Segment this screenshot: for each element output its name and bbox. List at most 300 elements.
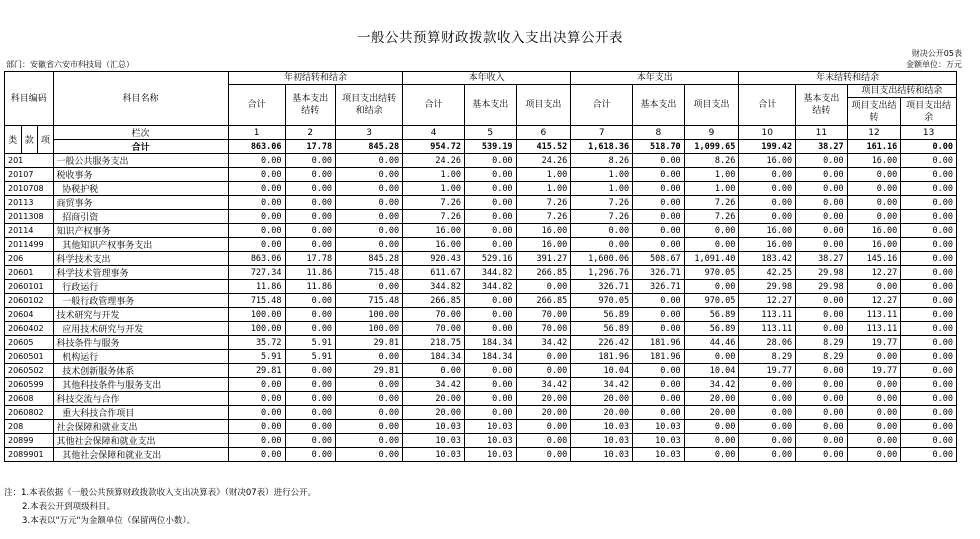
header-project-carry-balance-1: 项目支出结转和结余 — [336, 85, 403, 126]
header-project-carry: 项目支出结转 — [847, 98, 901, 126]
total-cell: 954.72 — [403, 140, 465, 154]
amount-cell: 7.26 — [516, 196, 571, 210]
table-row — [5, 238, 957, 252]
amount-cell: 0.00 — [336, 238, 403, 252]
subject-code: 2060402 — [5, 322, 54, 336]
amount-cell: 218.75 — [403, 336, 465, 350]
table-body — [5, 154, 957, 462]
amount-cell: 0.00 — [796, 154, 848, 168]
subject-name: 机构运行 — [53, 350, 228, 364]
subject-code: 20899 — [5, 434, 54, 448]
amount-cell: 113.11 — [739, 308, 796, 322]
amount-cell: 184.34 — [465, 350, 517, 364]
amount-cell: 0.00 — [684, 238, 739, 252]
amount-cell: 0.00 — [228, 238, 285, 252]
amount-cell: 0.00 — [285, 196, 336, 210]
header-code: 科目编码 — [5, 72, 54, 126]
amount-cell: 29.81 — [336, 364, 403, 378]
amount-cell: 0.00 — [285, 322, 336, 336]
table-row — [5, 182, 957, 196]
table-row — [5, 308, 957, 322]
header-project-carry-balance-4: 项目支出结转和结余 — [847, 85, 956, 98]
amount-cell: 7.26 — [516, 210, 571, 224]
amount-cell: 0.00 — [684, 350, 739, 364]
department-label: 部门：安徽省六安市科技局（汇总） — [6, 60, 134, 69]
amount-cell: 0.00 — [285, 238, 336, 252]
amount-cell: 16.00 — [739, 154, 796, 168]
amount-cell: 970.05 — [571, 294, 633, 308]
amount-cell: 0.00 — [336, 168, 403, 182]
table-row — [5, 224, 957, 238]
amount-cell: 8.26 — [684, 154, 739, 168]
amount-cell: 0.00 — [633, 196, 685, 210]
subject-name: 应用技术研究与开发 — [53, 322, 228, 336]
amount-cell: 508.67 — [633, 252, 685, 266]
amount-cell: 266.85 — [516, 294, 571, 308]
amount-cell: 0.00 — [901, 182, 957, 196]
amount-cell: 0.00 — [336, 224, 403, 238]
amount-cell: 5.91 — [285, 350, 336, 364]
amount-cell: 0.00 — [336, 210, 403, 224]
amount-cell: 0.00 — [684, 224, 739, 238]
amount-cell: 0.00 — [684, 280, 739, 294]
amount-cell: 20.00 — [684, 406, 739, 420]
total-cell: 845.28 — [336, 140, 403, 154]
subject-name: 其他社会保障和就业支出 — [53, 434, 228, 448]
total-cell: 1,618.36 — [571, 140, 633, 154]
amount-cell: 0.00 — [796, 308, 848, 322]
amount-cell: 0.00 — [901, 252, 957, 266]
header-project-2: 项目支出 — [516, 85, 571, 126]
amount-cell: 10.03 — [465, 448, 517, 462]
amount-cell: 7.26 — [403, 210, 465, 224]
amount-cell: 0.00 — [228, 182, 285, 196]
amount-cell: 344.82 — [465, 280, 517, 294]
amount-cell: 16.00 — [847, 238, 901, 252]
amount-cell: 12.27 — [739, 294, 796, 308]
subject-code: 201 — [5, 154, 54, 168]
amount-cell: 70.00 — [403, 308, 465, 322]
amount-cell: 29.81 — [336, 336, 403, 350]
amount-cell: 0.00 — [901, 322, 957, 336]
subject-code: 20608 — [5, 392, 54, 406]
amount-cell: 0.00 — [901, 266, 957, 280]
amount-cell: 0.00 — [228, 168, 285, 182]
amount-cell: 0.00 — [684, 434, 739, 448]
subject-code: 20601 — [5, 266, 54, 280]
amount-cell: 20.00 — [403, 392, 465, 406]
amount-cell: 100.00 — [228, 308, 285, 322]
amount-cell: 0.00 — [901, 420, 957, 434]
amount-cell: 0.00 — [847, 196, 901, 210]
amount-cell: 0.00 — [847, 434, 901, 448]
amount-cell: 0.00 — [901, 448, 957, 462]
amount-cell: 100.00 — [228, 322, 285, 336]
table-row — [5, 266, 957, 280]
table-row — [5, 448, 957, 462]
amount-cell: 12.27 — [847, 266, 901, 280]
amount-cell: 0.00 — [901, 196, 957, 210]
amount-cell: 100.00 — [336, 308, 403, 322]
amount-cell: 16.00 — [739, 238, 796, 252]
amount-cell: 970.05 — [684, 266, 739, 280]
amount-cell: 0.00 — [465, 210, 517, 224]
amount-cell: 16.00 — [516, 224, 571, 238]
footnotes — [4, 486, 316, 528]
amount-cell: 0.00 — [633, 182, 685, 196]
header-project-balance: 项目支出结余 — [901, 98, 957, 126]
amount-cell: 20.00 — [684, 392, 739, 406]
subject-name: 知识产权事务 — [53, 224, 228, 238]
amount-cell: 0.00 — [516, 280, 571, 294]
amount-cell: 0.00 — [901, 210, 957, 224]
header-group-closing: 年末结转和结余 — [739, 72, 957, 85]
page-title: 一般公共预算财政拨款收入支出决算公开表 — [357, 30, 623, 46]
amount-cell: 727.34 — [228, 266, 285, 280]
amount-cell: 7.26 — [403, 196, 465, 210]
subject-name: 重大科技合作项目 — [53, 406, 228, 420]
amount-cell: 0.00 — [465, 378, 517, 392]
amount-cell: 16.00 — [847, 154, 901, 168]
amount-cell: 0.00 — [516, 420, 571, 434]
amount-cell: 0.00 — [285, 224, 336, 238]
amount-cell: 7.26 — [571, 196, 633, 210]
col-num: 3 — [336, 126, 403, 140]
unit-label: 金额单位：万元 — [906, 60, 962, 69]
amount-cell: 29.98 — [796, 266, 848, 280]
amount-cell: 0.00 — [901, 434, 957, 448]
col-num: 13 — [901, 126, 957, 140]
amount-cell: 0.00 — [336, 406, 403, 420]
amount-cell: 0.00 — [796, 168, 848, 182]
subject-code: 2060102 — [5, 294, 54, 308]
subject-code: 20605 — [5, 336, 54, 350]
subject-name: 其他知识产权事务支出 — [53, 238, 228, 252]
amount-cell: 0.00 — [336, 448, 403, 462]
subject-code: 208 — [5, 420, 54, 434]
col-num: 8 — [633, 126, 685, 140]
amount-cell: 0.00 — [465, 392, 517, 406]
header-basic-3: 基本支出 — [633, 85, 685, 126]
amount-cell: 11.86 — [228, 280, 285, 294]
subject-name: 社会保障和就业支出 — [53, 420, 228, 434]
amount-cell: 0.00 — [516, 350, 571, 364]
amount-cell: 0.00 — [285, 392, 336, 406]
subject-code: 206 — [5, 252, 54, 266]
amount-cell: 0.00 — [285, 294, 336, 308]
amount-cell: 42.25 — [739, 266, 796, 280]
header-lei: 类 — [5, 126, 22, 154]
subject-name: 技术创新服务体系 — [53, 364, 228, 378]
header-group-income: 本年收入 — [403, 72, 571, 85]
amount-cell: 0.00 — [336, 392, 403, 406]
total-cell: 415.52 — [516, 140, 571, 154]
amount-cell: 0.00 — [285, 364, 336, 378]
amount-cell: 10.03 — [403, 420, 465, 434]
amount-cell: 5.91 — [228, 350, 285, 364]
col-num: 6 — [516, 126, 571, 140]
header-xiang: 项 — [38, 126, 54, 154]
amount-cell: 0.00 — [796, 406, 848, 420]
amount-cell: 0.00 — [633, 406, 685, 420]
amount-cell: 0.00 — [465, 196, 517, 210]
total-cell: 199.42 — [739, 140, 796, 154]
amount-cell: 845.28 — [336, 252, 403, 266]
amount-cell: 19.77 — [847, 364, 901, 378]
amount-cell: 29.98 — [739, 280, 796, 294]
amount-cell: 17.78 — [285, 252, 336, 266]
amount-cell: 184.34 — [465, 336, 517, 350]
header-group-expense: 本年支出 — [571, 72, 739, 85]
amount-cell: 0.00 — [403, 364, 465, 378]
amount-cell: 0.00 — [739, 168, 796, 182]
amount-cell: 70.00 — [516, 308, 571, 322]
amount-cell: 0.00 — [633, 168, 685, 182]
amount-cell: 266.85 — [403, 294, 465, 308]
amount-cell: 10.04 — [684, 364, 739, 378]
amount-cell: 0.00 — [901, 280, 957, 294]
totals-row — [5, 140, 957, 154]
amount-cell: 0.00 — [465, 154, 517, 168]
amount-cell: 0.00 — [336, 350, 403, 364]
amount-cell: 0.00 — [571, 238, 633, 252]
header-total-1: 合计 — [228, 85, 285, 126]
amount-cell: 0.00 — [285, 448, 336, 462]
amount-cell: 0.00 — [901, 308, 957, 322]
header-name: 科目名称 — [53, 72, 228, 126]
col-num: 9 — [684, 126, 739, 140]
amount-cell: 20.00 — [571, 392, 633, 406]
amount-cell: 0.00 — [796, 392, 848, 406]
amount-cell: 0.00 — [847, 168, 901, 182]
subject-code: 20113 — [5, 196, 54, 210]
subject-name: 技术研究与开发 — [53, 308, 228, 322]
subject-code: 2060502 — [5, 364, 54, 378]
col-num: 11 — [796, 126, 848, 140]
col-num: 4 — [403, 126, 465, 140]
amount-cell: 181.96 — [633, 350, 685, 364]
col-num: 5 — [465, 126, 517, 140]
header-total-3: 合计 — [571, 85, 633, 126]
table-row — [5, 252, 957, 266]
table-row — [5, 280, 957, 294]
amount-cell: 0.00 — [465, 364, 517, 378]
subject-code: 20107 — [5, 168, 54, 182]
amount-cell: 1.00 — [571, 168, 633, 182]
subject-code: 20114 — [5, 224, 54, 238]
subject-name: 科技交流与合作 — [53, 392, 228, 406]
subject-code: 2089901 — [5, 448, 54, 462]
amount-cell: 28.06 — [739, 336, 796, 350]
amount-cell: 0.00 — [847, 406, 901, 420]
amount-cell: 0.00 — [336, 280, 403, 294]
amount-cell: 10.03 — [403, 434, 465, 448]
amount-cell: 0.00 — [285, 420, 336, 434]
total-cell: 518.70 — [633, 140, 685, 154]
amount-cell: 0.00 — [633, 224, 685, 238]
amount-cell: 326.71 — [633, 266, 685, 280]
amount-cell: 326.71 — [633, 280, 685, 294]
amount-cell: 0.00 — [739, 406, 796, 420]
amount-cell: 0.00 — [796, 210, 848, 224]
totals-label: 合计 — [53, 140, 228, 154]
amount-cell: 0.00 — [336, 182, 403, 196]
amount-cell: 0.00 — [465, 168, 517, 182]
subject-name: 其他科技条件与服务支出 — [53, 378, 228, 392]
amount-cell: 0.00 — [285, 154, 336, 168]
table-row — [5, 434, 957, 448]
amount-cell: 20.00 — [571, 406, 633, 420]
amount-cell: 0.00 — [228, 154, 285, 168]
header-basic-2: 基本支出 — [465, 85, 517, 126]
amount-cell: 7.26 — [684, 196, 739, 210]
table-row — [5, 392, 957, 406]
amount-cell: 0.00 — [847, 420, 901, 434]
header-basic-carry-1: 基本支出结转 — [285, 85, 336, 126]
amount-cell: 0.00 — [516, 448, 571, 462]
amount-cell: 20.00 — [403, 406, 465, 420]
col-num: 2 — [285, 126, 336, 140]
table-row — [5, 350, 957, 364]
amount-cell: 0.00 — [739, 448, 796, 462]
amount-cell: 34.42 — [516, 336, 571, 350]
amount-cell: 0.00 — [796, 294, 848, 308]
amount-cell: 0.00 — [847, 280, 901, 294]
amount-cell: 0.00 — [228, 378, 285, 392]
amount-cell: 0.00 — [228, 210, 285, 224]
amount-cell: 7.26 — [571, 210, 633, 224]
amount-cell: 10.04 — [571, 364, 633, 378]
amount-cell: 0.00 — [633, 392, 685, 406]
amount-cell: 16.00 — [403, 224, 465, 238]
amount-cell: 56.89 — [571, 322, 633, 336]
amount-cell: 0.00 — [285, 210, 336, 224]
amount-cell: 0.00 — [796, 378, 848, 392]
subject-name: 一般公共服务支出 — [53, 154, 228, 168]
amount-cell: 10.03 — [571, 448, 633, 462]
amount-cell: 344.82 — [465, 266, 517, 280]
amount-cell: 0.00 — [228, 224, 285, 238]
amount-cell: 181.96 — [633, 336, 685, 350]
amount-cell: 10.03 — [633, 434, 685, 448]
amount-cell: 113.11 — [847, 308, 901, 322]
amount-cell: 34.42 — [403, 378, 465, 392]
subject-code: 2011308 — [5, 210, 54, 224]
amount-cell: 8.29 — [739, 350, 796, 364]
amount-cell: 0.00 — [901, 378, 957, 392]
amount-cell: 0.00 — [228, 420, 285, 434]
subject-name: 协税护税 — [53, 182, 228, 196]
amount-cell: 0.00 — [336, 420, 403, 434]
amount-cell: 715.48 — [336, 266, 403, 280]
amount-cell: 0.00 — [847, 350, 901, 364]
amount-cell: 10.03 — [571, 420, 633, 434]
amount-cell: 10.03 — [633, 420, 685, 434]
amount-cell: 1,296.76 — [571, 266, 633, 280]
amount-cell: 0.00 — [465, 224, 517, 238]
amount-cell: 266.85 — [516, 266, 571, 280]
subject-name: 招商引资 — [53, 210, 228, 224]
subject-name: 科学技术管理事务 — [53, 266, 228, 280]
amount-cell: 1.00 — [684, 168, 739, 182]
amount-cell: 0.00 — [633, 364, 685, 378]
total-cell: 38.27 — [796, 140, 848, 154]
amount-cell: 0.00 — [633, 378, 685, 392]
amount-cell: 34.42 — [571, 378, 633, 392]
amount-cell: 16.00 — [739, 224, 796, 238]
amount-cell: 326.71 — [571, 280, 633, 294]
table-row — [5, 420, 957, 434]
header-total-2: 合计 — [403, 85, 465, 126]
amount-cell: 0.00 — [796, 182, 848, 196]
subject-name: 商贸事务 — [53, 196, 228, 210]
total-cell: 161.16 — [847, 140, 901, 154]
amount-cell: 0.00 — [684, 448, 739, 462]
amount-cell: 0.00 — [465, 308, 517, 322]
amount-cell: 56.89 — [684, 322, 739, 336]
table-row — [5, 210, 957, 224]
amount-cell: 0.00 — [336, 378, 403, 392]
amount-cell: 20.00 — [516, 392, 571, 406]
amount-cell: 100.00 — [336, 322, 403, 336]
amount-cell: 29.81 — [228, 364, 285, 378]
amount-cell: 0.00 — [901, 294, 957, 308]
amount-cell: 0.00 — [796, 434, 848, 448]
amount-cell: 11.86 — [285, 266, 336, 280]
amount-cell: 529.16 — [465, 252, 517, 266]
amount-cell: 1,600.06 — [571, 252, 633, 266]
amount-cell: 715.48 — [336, 294, 403, 308]
amount-cell: 0.00 — [901, 168, 957, 182]
amount-cell: 8.29 — [796, 350, 848, 364]
col-num: 12 — [847, 126, 901, 140]
subject-name: 行政运行 — [53, 280, 228, 294]
amount-cell: 920.43 — [403, 252, 465, 266]
note-line: 3.本表以"万元"为金额单位（保留两位小数）。 — [22, 516, 196, 526]
amount-cell: 0.00 — [285, 182, 336, 196]
amount-cell: 0.00 — [465, 238, 517, 252]
table-row — [5, 364, 957, 378]
subject-code: 2060599 — [5, 378, 54, 392]
amount-cell: 16.00 — [847, 224, 901, 238]
amount-cell: 0.00 — [739, 434, 796, 448]
amount-cell: 12.27 — [847, 294, 901, 308]
amount-cell: 0.00 — [633, 154, 685, 168]
amount-cell: 0.00 — [901, 392, 957, 406]
subject-code: 2060802 — [5, 406, 54, 420]
amount-cell: 344.82 — [403, 280, 465, 294]
amount-cell: 0.00 — [796, 448, 848, 462]
amount-cell: 1.00 — [516, 182, 571, 196]
header-total-4: 合计 — [739, 85, 796, 126]
form-number: 财决公开05表 — [911, 49, 962, 58]
total-cell: 17.78 — [285, 140, 336, 154]
amount-cell: 0.00 — [336, 434, 403, 448]
amount-cell: 0.00 — [796, 420, 848, 434]
total-cell: 0.00 — [901, 140, 957, 154]
amount-cell: 0.00 — [796, 224, 848, 238]
amount-cell: 16.00 — [403, 238, 465, 252]
amount-cell: 16.00 — [516, 238, 571, 252]
amount-cell: 10.03 — [465, 420, 517, 434]
amount-cell: 8.29 — [796, 336, 848, 350]
header-lanci: 栏次 — [53, 126, 228, 140]
amount-cell: 1.00 — [571, 182, 633, 196]
amount-cell: 0.00 — [228, 406, 285, 420]
note-line: 注：1.本表依据《一般公共预算财政拨款收入支出决算表》（财决07表）进行公开。 — [4, 488, 317, 498]
amount-cell: 1.00 — [403, 168, 465, 182]
table-row — [5, 294, 957, 308]
